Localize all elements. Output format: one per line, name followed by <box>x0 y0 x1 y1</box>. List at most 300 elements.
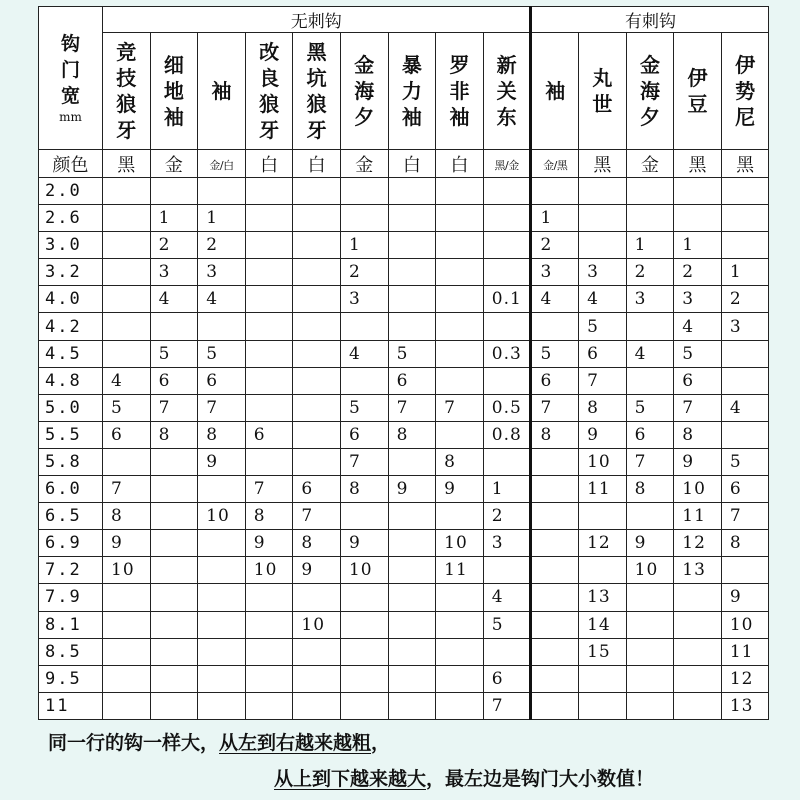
column-name-3 <box>245 33 293 150</box>
table-cell <box>626 178 674 205</box>
table-cell: 9 <box>436 476 484 503</box>
table-cell: 2 <box>531 232 579 259</box>
table-cell: 6 <box>245 421 293 448</box>
hook-gap-size: 4.0 <box>39 286 103 313</box>
table-cell <box>388 178 436 205</box>
table-cell <box>436 232 484 259</box>
table-cell <box>245 313 293 340</box>
table-cell: 10 <box>579 448 627 475</box>
column-color-2 <box>198 150 246 178</box>
table-cell: 3 <box>721 313 769 340</box>
hook-gap-size: 3.0 <box>39 232 103 259</box>
table-cell <box>103 286 151 313</box>
table-cell <box>198 178 246 205</box>
column-name-text: 金海夕 <box>639 53 660 129</box>
table-cell: 4 <box>626 340 674 367</box>
table-cell <box>436 638 484 665</box>
column-color-text: 金/白 <box>209 159 234 173</box>
table-cell <box>674 638 722 665</box>
hook-gap-size: 5.8 <box>39 448 103 475</box>
table-cell: 1 <box>198 205 246 232</box>
table-cell: 4 <box>674 313 722 340</box>
table-cell <box>245 178 293 205</box>
table-cell: 11 <box>579 476 627 503</box>
table-row <box>39 476 769 503</box>
table-cell <box>293 367 341 394</box>
table-cell <box>388 232 436 259</box>
table-cell: 5 <box>721 448 769 475</box>
table-cell: 10 <box>436 530 484 557</box>
table-cell <box>293 259 341 286</box>
table-cell: 2 <box>340 259 388 286</box>
table-cell <box>436 421 484 448</box>
table-cell <box>674 584 722 611</box>
table-cell <box>436 665 484 692</box>
table-cell: 10 <box>340 557 388 584</box>
table-cell <box>150 584 198 611</box>
table-cell <box>245 205 293 232</box>
column-color-text: 白 <box>402 154 421 176</box>
column-color-5 <box>340 150 388 178</box>
table-cell: 3 <box>483 530 531 557</box>
column-name-text: 金海夕 <box>354 53 375 129</box>
table-cell <box>293 178 341 205</box>
column-name-text: 袖 <box>545 79 566 103</box>
table-cell <box>198 530 246 557</box>
table-cell <box>340 178 388 205</box>
table-cell: 1 <box>721 259 769 286</box>
table-cell <box>103 232 151 259</box>
table-row <box>39 286 769 313</box>
table-cell <box>388 665 436 692</box>
table-cell <box>245 394 293 421</box>
table-cell <box>721 340 769 367</box>
column-name-1 <box>150 33 198 150</box>
column-color-0 <box>103 150 151 178</box>
table-cell <box>436 286 484 313</box>
table-cell: 6 <box>483 665 531 692</box>
column-name-0 <box>103 33 151 150</box>
table-cell <box>150 313 198 340</box>
table-cell <box>626 205 674 232</box>
note-line-2 <box>274 764 654 791</box>
column-color-text: 金/黑 <box>543 159 568 173</box>
table-cell: 8 <box>388 421 436 448</box>
column-name-text: 丸世 <box>592 66 613 116</box>
table-cell <box>293 421 341 448</box>
table-cell: 8 <box>340 476 388 503</box>
column-name-7 <box>436 33 484 150</box>
table-row <box>39 313 769 340</box>
column-color-text: 白 <box>260 154 279 176</box>
table-cell: 5 <box>340 394 388 421</box>
table-cell <box>150 448 198 475</box>
table-cell: 9 <box>340 530 388 557</box>
table-cell: 6 <box>293 476 341 503</box>
table-cell <box>103 611 151 638</box>
column-colors-row <box>39 150 769 178</box>
table-cell: 2 <box>626 259 674 286</box>
table-cell <box>626 665 674 692</box>
table-cell <box>721 557 769 584</box>
column-color-text: 白 <box>450 154 469 176</box>
table-cell <box>531 178 579 205</box>
table-cell: 8 <box>150 421 198 448</box>
table-cell <box>436 367 484 394</box>
table-cell: 7 <box>388 394 436 421</box>
column-name-text: 罗非袖 <box>449 53 470 129</box>
table-cell: 4 <box>198 286 246 313</box>
table-cell: 0.8 <box>483 421 531 448</box>
column-color-7 <box>436 150 484 178</box>
hook-gap-size: 6.9 <box>39 530 103 557</box>
table-cell <box>483 367 531 394</box>
table-cell: 9 <box>198 448 246 475</box>
column-color-9 <box>531 150 579 178</box>
table-cell: 6 <box>721 476 769 503</box>
hook-gap-size: 8.5 <box>39 638 103 665</box>
note-2b: ，最左边是钩门大小数值！ <box>426 768 655 790</box>
table-cell: 5 <box>150 340 198 367</box>
table-cell: 10 <box>103 557 151 584</box>
table-cell <box>531 448 579 475</box>
table-cell: 7 <box>103 476 151 503</box>
table-cell: 5 <box>483 611 531 638</box>
table-cell <box>245 448 293 475</box>
table-cell <box>436 205 484 232</box>
table-cell: 8 <box>579 394 627 421</box>
column-color-12 <box>674 150 722 178</box>
table-cell <box>436 611 484 638</box>
hook-gap-size: 7.2 <box>39 557 103 584</box>
table-cell <box>103 178 151 205</box>
table-cell <box>626 503 674 530</box>
table-cell <box>626 584 674 611</box>
table-cell: 7 <box>436 394 484 421</box>
table-cell <box>150 476 198 503</box>
table-cell <box>721 232 769 259</box>
table-cell <box>626 611 674 638</box>
table-cell <box>436 259 484 286</box>
hook-gap-size: 5.0 <box>39 394 103 421</box>
table-cell <box>245 584 293 611</box>
table-cell: 7 <box>626 448 674 475</box>
table-cell: 5 <box>531 340 579 367</box>
table-cell <box>150 692 198 719</box>
hook-gap-size: 2.0 <box>39 178 103 205</box>
table-cell: 15 <box>579 638 627 665</box>
column-names-row <box>39 33 769 150</box>
column-color-11 <box>626 150 674 178</box>
table-cell <box>103 665 151 692</box>
table-cell: 10 <box>721 611 769 638</box>
table-cell: 8 <box>626 476 674 503</box>
column-color-6 <box>388 150 436 178</box>
table-cell <box>579 232 627 259</box>
table-cell <box>579 557 627 584</box>
table-cell <box>293 448 341 475</box>
table-cell <box>579 178 627 205</box>
table-cell <box>245 665 293 692</box>
table-cell: 3 <box>626 286 674 313</box>
table-cell <box>721 178 769 205</box>
table-cell: 1 <box>531 205 579 232</box>
table-cell <box>245 259 293 286</box>
column-color-text: 金 <box>164 154 183 176</box>
table-cell: 5 <box>103 394 151 421</box>
table-cell: 8 <box>245 503 293 530</box>
column-name-5 <box>340 33 388 150</box>
column-name-11 <box>626 33 674 150</box>
table-cell: 7 <box>150 394 198 421</box>
table-row <box>39 530 769 557</box>
column-color-text: 黑 <box>688 154 707 176</box>
table-cell <box>340 611 388 638</box>
table-cell: 12 <box>674 530 722 557</box>
table-cell: 7 <box>674 394 722 421</box>
table-cell <box>626 313 674 340</box>
table-cell <box>340 205 388 232</box>
table-cell <box>198 313 246 340</box>
table-cell <box>579 692 627 719</box>
table-cell: 12 <box>721 665 769 692</box>
table-cell: 4 <box>103 367 151 394</box>
corner-unit: mm <box>59 110 82 124</box>
table-cell: 7 <box>245 476 293 503</box>
column-color-text: 黑 <box>593 154 612 176</box>
table-cell: 2 <box>198 232 246 259</box>
table-cell: 8 <box>721 530 769 557</box>
table-cell <box>626 638 674 665</box>
table-cell: 14 <box>579 611 627 638</box>
table-cell <box>436 584 484 611</box>
column-name-8 <box>483 33 531 150</box>
table-cell: 13 <box>579 584 627 611</box>
table-cell: 11 <box>436 557 484 584</box>
table-cell <box>388 286 436 313</box>
table-cell: 6 <box>150 367 198 394</box>
table-cell: 7 <box>483 692 531 719</box>
hook-gap-size: 9.5 <box>39 665 103 692</box>
table-cell <box>388 313 436 340</box>
table-cell <box>293 394 341 421</box>
column-color-text: 金 <box>355 154 374 176</box>
table-cell <box>293 313 341 340</box>
table-row <box>39 448 769 475</box>
column-name-text: 袖 <box>211 79 232 103</box>
table-cell: 4 <box>150 286 198 313</box>
table-cell <box>388 557 436 584</box>
table-cell: 9 <box>626 530 674 557</box>
table-cell <box>198 692 246 719</box>
hook-gap-size: 4.5 <box>39 340 103 367</box>
hook-gap-size: 8.1 <box>39 611 103 638</box>
hook-gap-size: 4.8 <box>39 367 103 394</box>
hook-gap-size: 7.9 <box>39 584 103 611</box>
table-cell <box>340 584 388 611</box>
table-cell <box>483 638 531 665</box>
table-cell: 3 <box>579 259 627 286</box>
table-cell <box>436 692 484 719</box>
table-cell: 3 <box>340 286 388 313</box>
column-name-text: 细地袖 <box>163 53 184 129</box>
hook-gap-size: 11 <box>39 692 103 719</box>
table-cell <box>388 584 436 611</box>
hook-gap-size: 3.2 <box>39 259 103 286</box>
table-cell: 2 <box>674 259 722 286</box>
table-cell: 5 <box>198 340 246 367</box>
table-cell: 6 <box>626 421 674 448</box>
column-color-text: 黑/金 <box>494 159 519 173</box>
column-name-2 <box>198 33 246 150</box>
table-cell <box>340 665 388 692</box>
table-row <box>39 232 769 259</box>
table-cell: 7 <box>293 503 341 530</box>
table-cell: 1 <box>674 232 722 259</box>
note-line-1 <box>48 728 390 755</box>
table-row <box>39 584 769 611</box>
table-cell: 6 <box>198 367 246 394</box>
table-cell: 3 <box>150 259 198 286</box>
table-cell <box>103 340 151 367</box>
hook-gap-size: 5.5 <box>39 421 103 448</box>
table-cell <box>483 557 531 584</box>
table-cell <box>674 665 722 692</box>
table-cell: 10 <box>245 557 293 584</box>
table-cell: 1 <box>150 205 198 232</box>
table-cell <box>103 313 151 340</box>
column-name-text: 暴力袖 <box>401 53 422 129</box>
corner-cell <box>39 7 103 150</box>
table-cell <box>531 638 579 665</box>
table-cell: 7 <box>579 367 627 394</box>
table-row <box>39 557 769 584</box>
table-cell: 6 <box>340 421 388 448</box>
hook-gap-size: 6.5 <box>39 503 103 530</box>
table-cell: 6 <box>103 421 151 448</box>
table-cell: 2 <box>150 232 198 259</box>
group-header-row <box>39 7 769 33</box>
table-cell <box>388 638 436 665</box>
hook-gap-size: 2.6 <box>39 205 103 232</box>
column-name-10 <box>579 33 627 150</box>
table-row <box>39 692 769 719</box>
table-cell: 4 <box>340 340 388 367</box>
table-row <box>39 611 769 638</box>
table-cell <box>674 611 722 638</box>
table-cell <box>436 340 484 367</box>
table-cell <box>483 205 531 232</box>
table-cell: 6 <box>388 367 436 394</box>
table-cell: 6 <box>531 367 579 394</box>
table-cell <box>340 692 388 719</box>
table-cell <box>579 503 627 530</box>
table-cell <box>531 476 579 503</box>
table-cell <box>150 638 198 665</box>
table-cell <box>245 692 293 719</box>
table-cell <box>531 557 579 584</box>
column-name-text: 改良狼牙 <box>259 40 280 142</box>
table-cell <box>293 584 341 611</box>
table-cell <box>293 205 341 232</box>
table-cell <box>388 530 436 557</box>
table-cell <box>245 367 293 394</box>
column-color-3 <box>245 150 293 178</box>
table-cell: 7 <box>531 394 579 421</box>
table-cell: 9 <box>674 448 722 475</box>
table-cell: 8 <box>436 448 484 475</box>
table-cell <box>721 205 769 232</box>
column-name-13 <box>721 33 769 150</box>
table-row <box>39 205 769 232</box>
table-cell: 2 <box>483 503 531 530</box>
table-cell <box>150 611 198 638</box>
table-cell: 6 <box>579 340 627 367</box>
table-cell: 9 <box>245 530 293 557</box>
table-cell: 5 <box>388 340 436 367</box>
table-cell <box>483 448 531 475</box>
table-cell: 2 <box>721 286 769 313</box>
table-cell <box>198 476 246 503</box>
table-cell <box>103 205 151 232</box>
table-cell <box>245 286 293 313</box>
table-row <box>39 394 769 421</box>
table-cell <box>531 692 579 719</box>
table-cell: 12 <box>579 530 627 557</box>
column-name-6 <box>388 33 436 150</box>
table-cell <box>483 259 531 286</box>
table-cell: 5 <box>626 394 674 421</box>
table-cell: 8 <box>103 503 151 530</box>
table-cell <box>293 232 341 259</box>
corner-label: 钩门宽 <box>60 33 80 107</box>
table-cell: 3 <box>198 259 246 286</box>
table-cell: 7 <box>198 394 246 421</box>
table-row <box>39 638 769 665</box>
table-cell <box>531 611 579 638</box>
table-cell <box>674 178 722 205</box>
table-cell: 6 <box>674 367 722 394</box>
table-cell: 5 <box>579 313 627 340</box>
table-cell <box>721 367 769 394</box>
table-cell: 1 <box>483 476 531 503</box>
table-row <box>39 421 769 448</box>
table-cell <box>103 692 151 719</box>
note-1b: 从左到右越来越粗 <box>219 732 372 754</box>
table-cell: 13 <box>674 557 722 584</box>
table-cell <box>150 665 198 692</box>
column-name-text: 伊势尼 <box>735 53 756 129</box>
column-name-4 <box>293 33 341 150</box>
table-row <box>39 340 769 367</box>
column-name-text: 黑坑狼牙 <box>306 40 327 142</box>
note-1c: ， <box>371 732 391 754</box>
table-cell: 9 <box>721 584 769 611</box>
table-cell <box>483 178 531 205</box>
column-color-8 <box>483 150 531 178</box>
table-cell <box>198 557 246 584</box>
hook-size-table <box>38 6 769 720</box>
table-cell <box>579 205 627 232</box>
table-cell <box>626 367 674 394</box>
table-cell <box>579 665 627 692</box>
table-cell <box>388 448 436 475</box>
table-cell <box>436 178 484 205</box>
note-1a: 同一行的钩一样大， <box>48 732 220 754</box>
table-row <box>39 503 769 530</box>
table-cell: 3 <box>531 259 579 286</box>
column-color-text: 黑 <box>736 154 755 176</box>
